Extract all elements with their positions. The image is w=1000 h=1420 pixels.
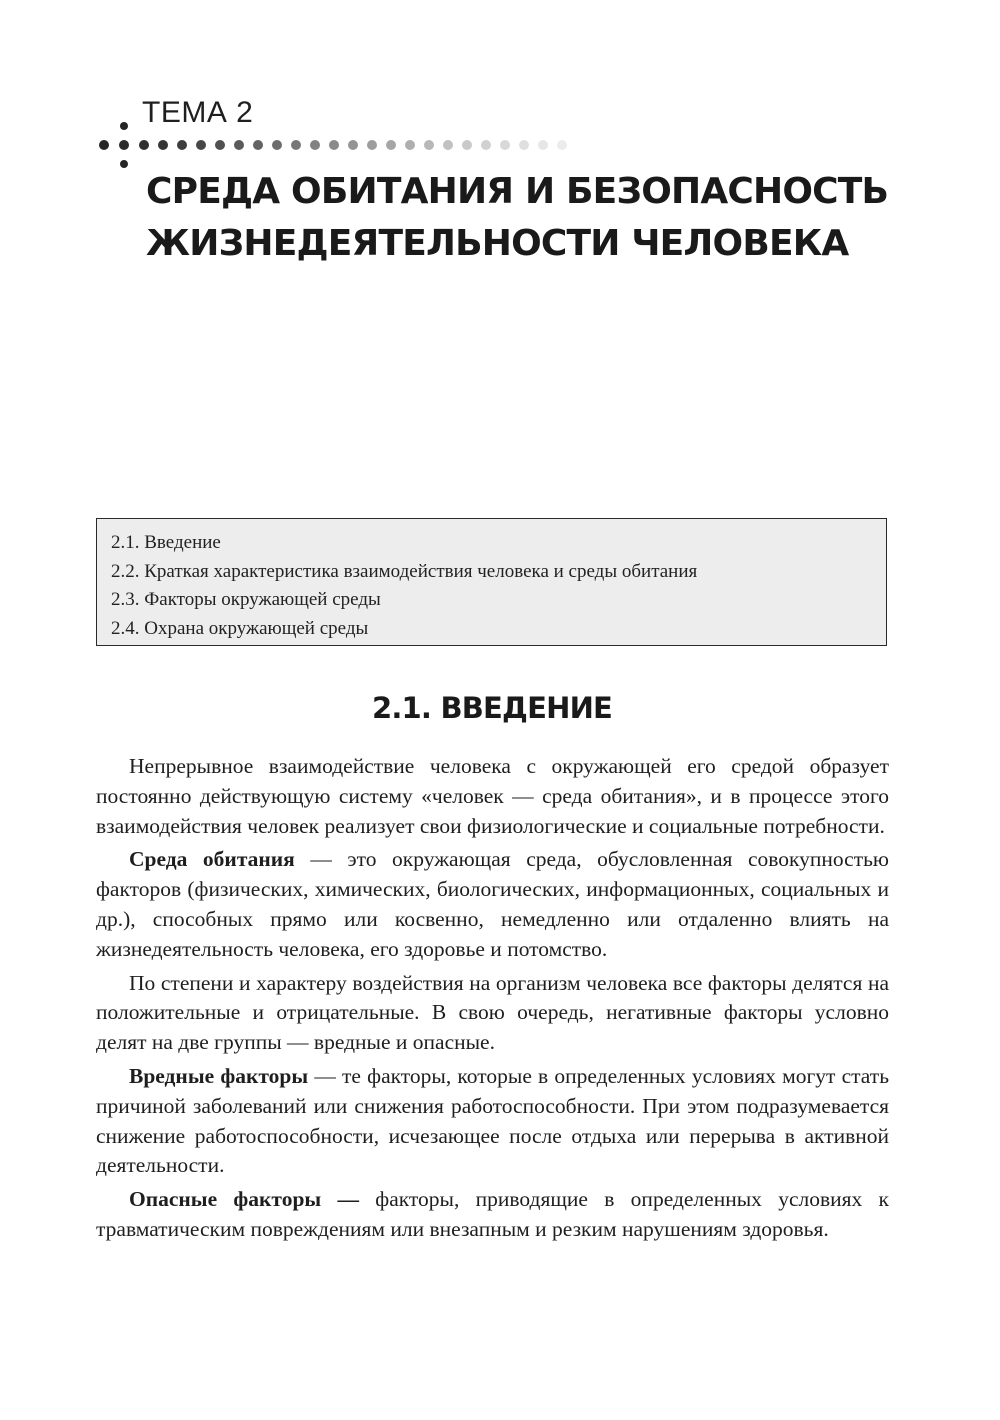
- decor-dot-row-16: [405, 140, 415, 150]
- decor-dot-row-15: [386, 140, 396, 150]
- paragraph-habitat-definition: [96, 845, 889, 964]
- section-title: 2.1. ВВЕДЕНИЕ: [371, 691, 613, 725]
- paragraph-intro: [96, 752, 889, 841]
- decor-dot-row-22: [519, 140, 529, 150]
- toc-item-2-3: 2.3. Факторы окружающей среды: [111, 589, 381, 610]
- decor-dot-top: [120, 122, 128, 130]
- toc-item-2-2: 2.2. Краткая характеристика взаимодействия человека и среды обитания: [111, 560, 698, 582]
- term-habitat: Среда обитания: [129, 847, 295, 872]
- toc-item-2-1: 2.1. Введение: [111, 532, 221, 553]
- chapter-title-line-1: СРЕДА ОБИТАНИЯ И БЕЗОПАСНОСТЬ: [146, 171, 889, 212]
- decor-dot-row-3: [158, 140, 168, 150]
- term-harmful-factors: Вредные факторы: [129, 1063, 309, 1088]
- decor-dot-row-2: [139, 140, 149, 150]
- decor-dot-row-11: [310, 140, 320, 150]
- decor-dot-row-14: [367, 140, 377, 150]
- decor-dot-row-9: [272, 140, 282, 150]
- paragraph-harmful-text: — те факторы, которые в определенных условиях могут стать причиной заболеваний или снижения работоспособности. При этом подразумевается снижение работоспособности, исчезающее после отдыха или перерыва в активной деятельности.: [96, 1063, 889, 1178]
- body-text: [96, 752, 889, 1249]
- decor-dot-row-5: [196, 140, 206, 150]
- decor-dot-row-19: [462, 140, 472, 150]
- chapter-title-line-2: ЖИЗНЕДЕЯТЕЛЬНОСТИ ЧЕЛОВЕКА: [146, 223, 849, 264]
- paragraph-factor-classes-text: По степени и характеру воздействия на организм человека все факторы делятся на положительные и отрицательные. В свою очередь, негативные факторы условно делят на две группы — вредные и опасные.: [96, 970, 889, 1055]
- decor-dot-row-8: [253, 140, 263, 150]
- decor-dot-row-10: [291, 140, 301, 150]
- paragraph-dangerous-text: факторы, приводящие в определенных условиях к травматическим повреждениям или внезапным и резким нарушениям здоровья.: [96, 1187, 889, 1241]
- decor-dot-row-20: [481, 140, 491, 150]
- decor-dot-row-7: [234, 140, 244, 150]
- decor-dot-row-21: [500, 140, 510, 150]
- decor-dot-row-18: [443, 140, 453, 150]
- topic-label: ТЕМА 2: [142, 96, 254, 129]
- paragraph-dangerous-factors: [96, 1185, 889, 1245]
- decor-dot-row-1: [119, 140, 129, 150]
- decor-dot-row-23: [538, 140, 548, 150]
- decor-dot-row-24: [557, 140, 567, 150]
- paragraph-intro-text: Непрерывное взаимодействие человека с окружающей его средой образует постоянно действующую систему «человек — среда обитания», и в процессе этого взаимодействия человек реализует свои физиологические и социальные потребности.: [96, 754, 889, 838]
- decor-dot-row-12: [329, 140, 339, 150]
- chapter-title: [146, 166, 926, 270]
- toc-item-2-4: 2.4. Охрана окружающей среды: [111, 617, 369, 639]
- paragraph-habitat-text: — это окружающая среда, обусловленная совокупностью факторов (физических, химических, биологических, информационных, социальных и др.), способных прямо или косвенно, немедленно или отдаленно влиять на жизнедеятельность человека, его здоровье и потомство.: [96, 847, 889, 961]
- table-of-contents: [96, 518, 887, 646]
- decor-dot-row-0: [99, 140, 109, 150]
- decor-dot-row-17: [424, 140, 434, 150]
- decor-dot-row-13: [348, 140, 358, 150]
- paragraph-factor-classes: [96, 969, 889, 1058]
- decor-dot-bottom: [120, 160, 128, 168]
- paragraph-harmful-factors: [96, 1062, 889, 1181]
- term-dangerous-factors: Опасные факторы —: [129, 1187, 359, 1212]
- decor-dot-row-4: [177, 140, 187, 150]
- decor-dot-row-6: [215, 140, 225, 150]
